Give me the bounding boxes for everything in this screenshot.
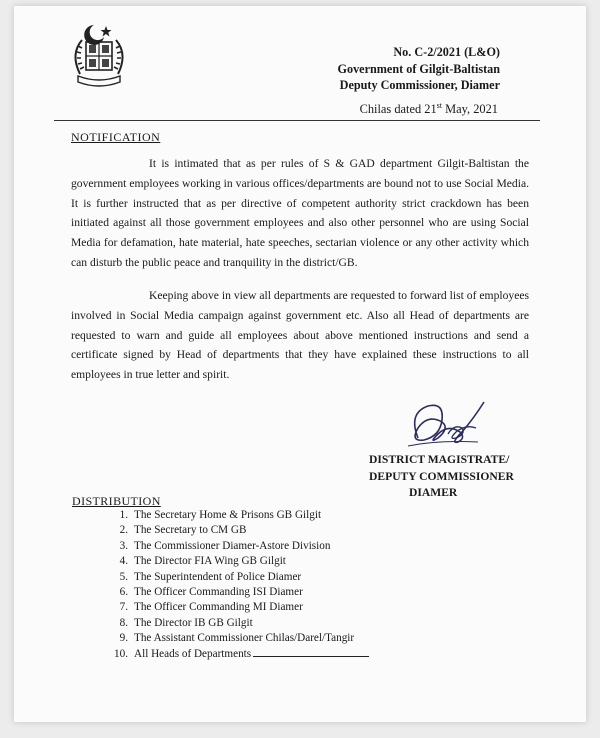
list-number: 7. — [119, 601, 128, 614]
list-text: The Director FIA Wing GB Gilgit — [134, 555, 286, 568]
list-text: The Secretary to CM GB — [134, 524, 247, 537]
header-divider — [54, 120, 540, 121]
designation-line-1: DISTRICT MAGISTRATE/ — [369, 453, 510, 466]
list-number: 4. — [119, 555, 128, 568]
list-number: 3. — [119, 539, 128, 552]
list-item — [104, 585, 369, 600]
list-item — [104, 616, 369, 631]
list-text: All Heads of Departments — [134, 647, 252, 660]
notification-title: NOTIFICATION — [71, 130, 161, 144]
list-number: 2. — [119, 524, 128, 537]
letterhead — [338, 44, 500, 94]
blank-underline — [253, 647, 369, 657]
paragraph-1-text: It is intimated that as per rules of S & GAD department Gilgit-Baltistan the government employees working in various offices/departments are bound not to use Social Media. It is further instructed that as per directive of competent authority strict crackdown has been initiated against all those government employees and also other personnel who are using Social Media for defamation, hate material, hate speeches, sectarian violence or any other activity which can disturb the public peace and tranquility in the district/GB. — [71, 157, 529, 269]
reference-number: No. C-2/2021 (L&O) — [393, 45, 500, 59]
list-number: 9. — [119, 632, 128, 645]
list-number: 1. — [119, 509, 128, 521]
date-ordinal: st — [436, 101, 443, 110]
list-item — [104, 647, 369, 662]
list-item — [104, 631, 369, 646]
list-item — [104, 523, 369, 538]
list-text: The Assistant Commissioner Chilas/Darel/Tangir — [134, 632, 355, 645]
list-text: The Director IB GB Gilgit — [134, 616, 253, 629]
designation-line-2: DEPUTY COMMISSIONER — [369, 469, 514, 483]
list-text: The Officer Commanding ISI Diamer — [134, 586, 303, 599]
list-number: 10. — [114, 647, 128, 660]
government-name: Government of Gilgit-Baltistan — [337, 61, 500, 76]
distribution-list — [104, 508, 369, 662]
issue-date — [360, 101, 498, 117]
list-number: 5. — [119, 570, 128, 583]
list-text: The Superintendent of Police Diamer — [134, 570, 302, 583]
date-rest: May, 2021 — [442, 102, 498, 117]
list-text: The Commissioner Diamer-Astore Division — [134, 539, 331, 552]
office-name: Deputy Commissioner, Diamer — [339, 78, 500, 92]
signatory-designation — [369, 452, 514, 502]
list-item — [104, 554, 369, 569]
list-text: The Officer Commanding MI Diamer — [134, 601, 303, 614]
list-item — [104, 600, 369, 615]
distribution-title: DISTRIBUTION — [72, 494, 161, 508]
notification-page — [14, 6, 586, 722]
designation-line-3: DIAMER — [409, 486, 458, 499]
government-emblem-icon — [64, 22, 134, 88]
date-prefix: Chilas dated 21 — [359, 102, 437, 117]
paragraph-1 — [71, 154, 529, 273]
paragraph-2 — [71, 286, 529, 385]
paragraph-2-text: Keeping above in view all departments are requested to forward list of employees involved in Social Media campaign against government etc. Also all Head of departments are requested to warn and guide all employees about above mentioned instructions and send a certificate signed by Head of departments that they have explained these instructions to all employees in true letter and spirit. — [71, 289, 529, 382]
list-item — [104, 570, 369, 585]
list-number: 8. — [119, 616, 128, 629]
list-number: 6. — [119, 586, 128, 599]
list-item — [104, 508, 369, 523]
list-item — [104, 539, 369, 554]
list-text: The Secretary Home & Prisons GB Gilgit — [134, 509, 322, 521]
